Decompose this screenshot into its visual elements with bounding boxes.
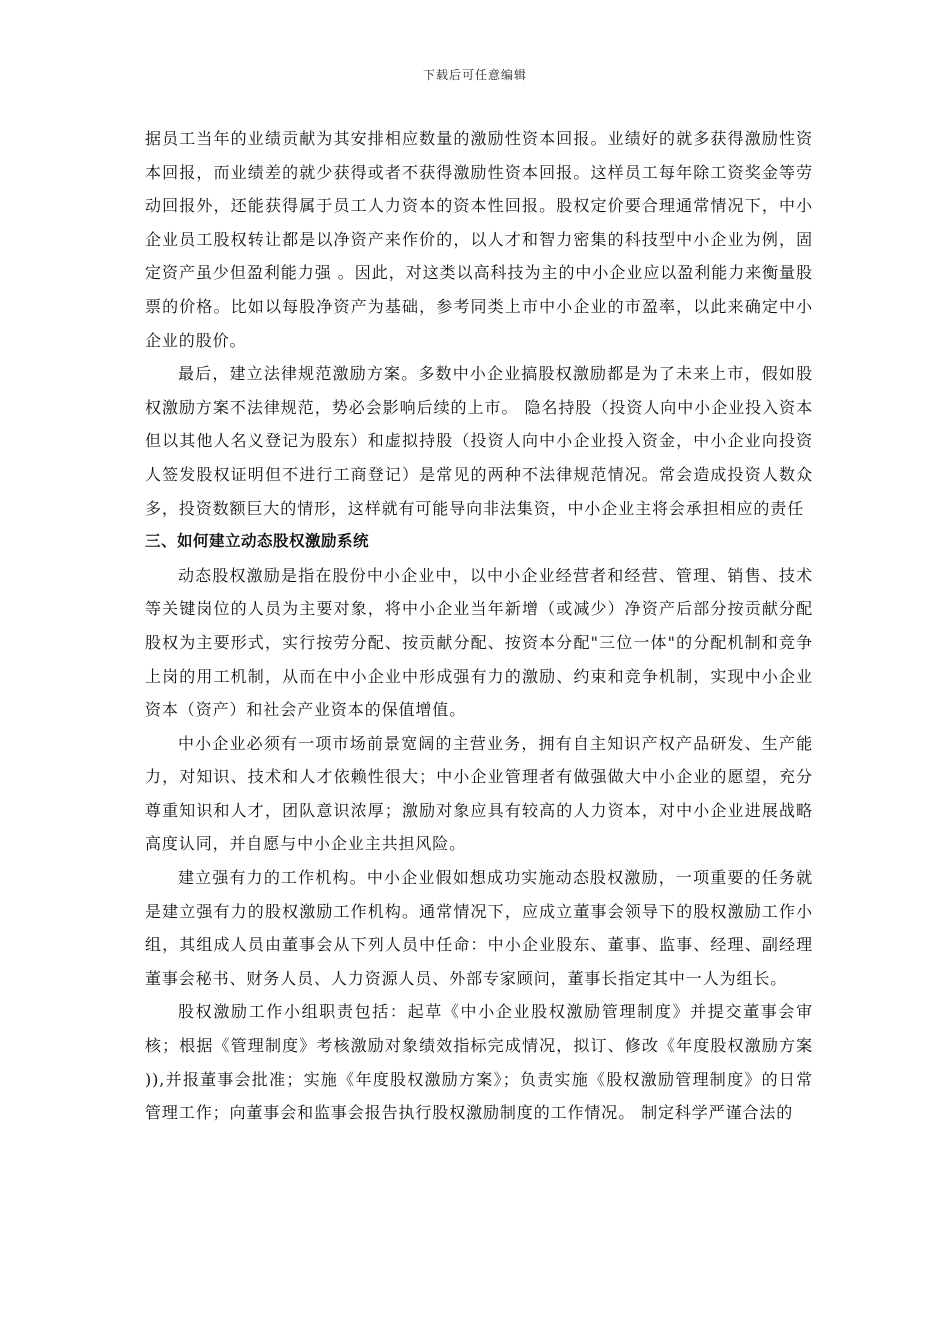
paragraph-dynamic-equity-definition: 动态股权激励是指在股份中小企业中，以中小企业经营者和经营、管理、销售、技术等关键岗位的人员为主要对象，将中小企业当年新增（或减少）净资产后部分按贡献分配股权为主要形式，实行按劳分配、按贡献分配、按资本分配"三位一体"的分配机制和竞争上岗的用工机制，从而在中小企业中形成强有力的激励、约束和竞争机制，实现中小企业资本（资产）和社会产业资本的保值增值。: [145, 565, 813, 720]
page-header: 下载后可任意编辑: [422, 68, 527, 82]
paragraph-working-body: 建立强有力的工作机构。中小企业假如想成功实施动态股权激励，一项重要的任务就是建立强有力的股权激励工作机构。通常情况下，应成立董事会领导下的股权激励工作小组，其组成人员由董事会从下列人员中任命：中小企业股东、董事、监事、经理、副经理董事会秘书、财务人员、人力资源人员、外部专家顾问，董事长指定其中一人为组长。: [145, 868, 813, 988]
paragraph-continued: 据员工当年的业绩贡献为其安排相应数量的激励性资本回报。业绩好的就多获得激励性资本回报，而业绩差的就少获得或者不获得激励性资本回报。这样员工每年除工资奖金等劳动回报外，还能获得属于员工人力资本的资本性回报。股权定价要合理通常情况下，中小企业员工股权转让都是以净资产来作价的，以人才和智力密集的科技型中小企业为例，固定资产虽少但盈利能力强 。因此，对这类以高科技为主的中小企业应以盈利能力来衡量股票的价格。比如以每股净资产为基础，参考同类上市中小企业的市盈率，以此来确定中小企业的股价。: [145, 129, 813, 350]
section-heading: 三、如何建立动态股权激励系统: [145, 532, 370, 551]
paragraph-group-duties: 股权激励工作小组职责包括：起草《中小企业股权激励管理制度》并提交董事会审核；根据《管理制度》考核激励对象绩效指标完成情况，拟订、修改《年度股权激励方案 )),并报董事会批准；实施《年度股权激励方案》；负责实施《股权激励管理制度》的日常管理工作；向董事会和监事会报告执行股权激励制度的工作情况。 制定科学严谨合法的: [145, 1002, 813, 1123]
paragraph-legal-compliance: 最后，建立法律规范激励方案。多数中小企业搞股权激励都是为了未来上市，假如股权激励方案不法律规范，势必会影响后续的上市。 隐名持股（投资人向中小企业投入资本但以其他人名义登记为股东）和虚拟持股（投资人向中小企业投入资金，中小企业向投资人签发股权证明但不进行工商登记）是常见的两种不法律规范情况。常会造成投资人数众多，投资数额巨大的情形，这样就有可能导向非法集资，中小企业主将会承担相应的责任: [145, 364, 813, 518]
paragraph-requirements: 中小企业必须有一项市场前景宽阔的主营业务，拥有自主知识产权产品研发、生产能力，对知识、技术和人才依赖性很大；中小企业管理者有做强做大中小企业的愿望，充分尊重知识和人才，团队意识浓厚；激励对象应具有较高的人力资本，对中小企业进展战略高度认同，并自愿与中小企业主共担风险。: [145, 733, 813, 854]
document-body: [145, 122, 813, 1130]
